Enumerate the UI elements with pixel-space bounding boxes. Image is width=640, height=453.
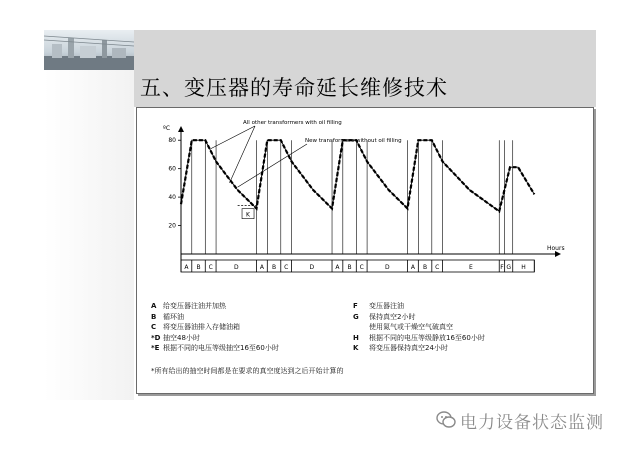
y-axis-label: ºC xyxy=(163,125,171,132)
phase-label: D xyxy=(233,264,239,271)
series-line-oil-filling xyxy=(181,140,534,211)
phase-label: B xyxy=(347,264,352,271)
legend-row xyxy=(151,322,571,333)
legend-text: 根据不同的电压等级抽空16至60小时 xyxy=(163,344,279,353)
legend-row xyxy=(151,343,571,354)
y-tick-label: 80 xyxy=(168,137,176,145)
phase-label: B xyxy=(271,264,277,271)
temperature-chart xyxy=(137,108,593,298)
substation-photo xyxy=(44,30,134,70)
phase-label: D xyxy=(385,264,390,271)
legend-text: 循环油 xyxy=(163,312,184,321)
legend-text: 使用氮气或干燥空气破真空 xyxy=(369,323,453,332)
legend-key: A xyxy=(151,302,157,310)
phase-label: A xyxy=(259,264,264,271)
phase-label: G xyxy=(506,264,512,271)
phase-label: B xyxy=(196,264,201,271)
figure-frame xyxy=(136,107,594,394)
annotation-leader xyxy=(230,126,255,183)
series-line-no-oil xyxy=(181,140,534,211)
phase-label: C xyxy=(208,264,213,271)
wechat-icon xyxy=(436,410,456,430)
legend-key: C xyxy=(151,323,157,332)
legend-text: 将变压器保持真空24小时 xyxy=(369,344,448,353)
annotation-oil-filling: All other transformers with oil filling xyxy=(243,120,342,126)
annotation-leader xyxy=(238,144,307,187)
legend-text: 抽空48小时 xyxy=(163,333,200,342)
legend xyxy=(151,301,571,354)
watermark-text: 电力设备状态监测 xyxy=(460,412,604,433)
legend-text: 将变压器油排入存储油箱 xyxy=(163,323,240,332)
legend-key: *D xyxy=(151,333,161,342)
phase-label: C xyxy=(284,264,289,271)
phase-label: B xyxy=(423,264,428,271)
x-axis-label: Hours xyxy=(547,245,565,252)
footnote: *所有给出的抽空时间都是在要求的真空度达到之后开始计算的 xyxy=(151,367,344,375)
legend-row xyxy=(151,312,571,323)
phase-label: C xyxy=(435,264,440,271)
legend-text: 给变压器注油并加热 xyxy=(163,302,226,310)
legend-row xyxy=(151,333,571,344)
y-axis-arrow xyxy=(178,126,184,132)
legend-text: 保持真空2小时 xyxy=(369,312,416,321)
phase-label: C xyxy=(359,264,364,271)
watermark xyxy=(436,408,604,432)
y-tick-label: 40 xyxy=(168,194,176,202)
annotation-leader xyxy=(211,126,255,149)
phase-label: A xyxy=(410,264,415,271)
legend-key: B xyxy=(151,312,157,321)
y-tick-label: 60 xyxy=(168,165,176,173)
annotation-no-oil: New transformers without oil filling xyxy=(305,138,402,144)
phase-label: D xyxy=(309,264,315,271)
phase-label: F xyxy=(500,264,504,271)
k-marker-label: K xyxy=(246,211,250,219)
legend-row xyxy=(151,301,571,312)
legend-key: H xyxy=(353,333,359,342)
legend-key: K xyxy=(353,344,359,353)
phase-label: E xyxy=(469,264,473,271)
phase-label: H xyxy=(521,264,526,271)
legend-text: 根据不同的电压等级静放16至60小时 xyxy=(369,333,485,342)
legend-text: 变压器注油 xyxy=(369,302,404,310)
slide-title: 五、变压器的寿命延长维修技术 xyxy=(140,76,448,100)
slide-left-stripe xyxy=(44,70,134,400)
legend-key: F xyxy=(353,302,358,310)
legend-key: *E xyxy=(151,344,160,353)
phase-label: A xyxy=(335,264,340,271)
legend-key: G xyxy=(353,312,359,321)
y-tick-label: 20 xyxy=(168,222,176,230)
phase-label: A xyxy=(184,264,189,271)
